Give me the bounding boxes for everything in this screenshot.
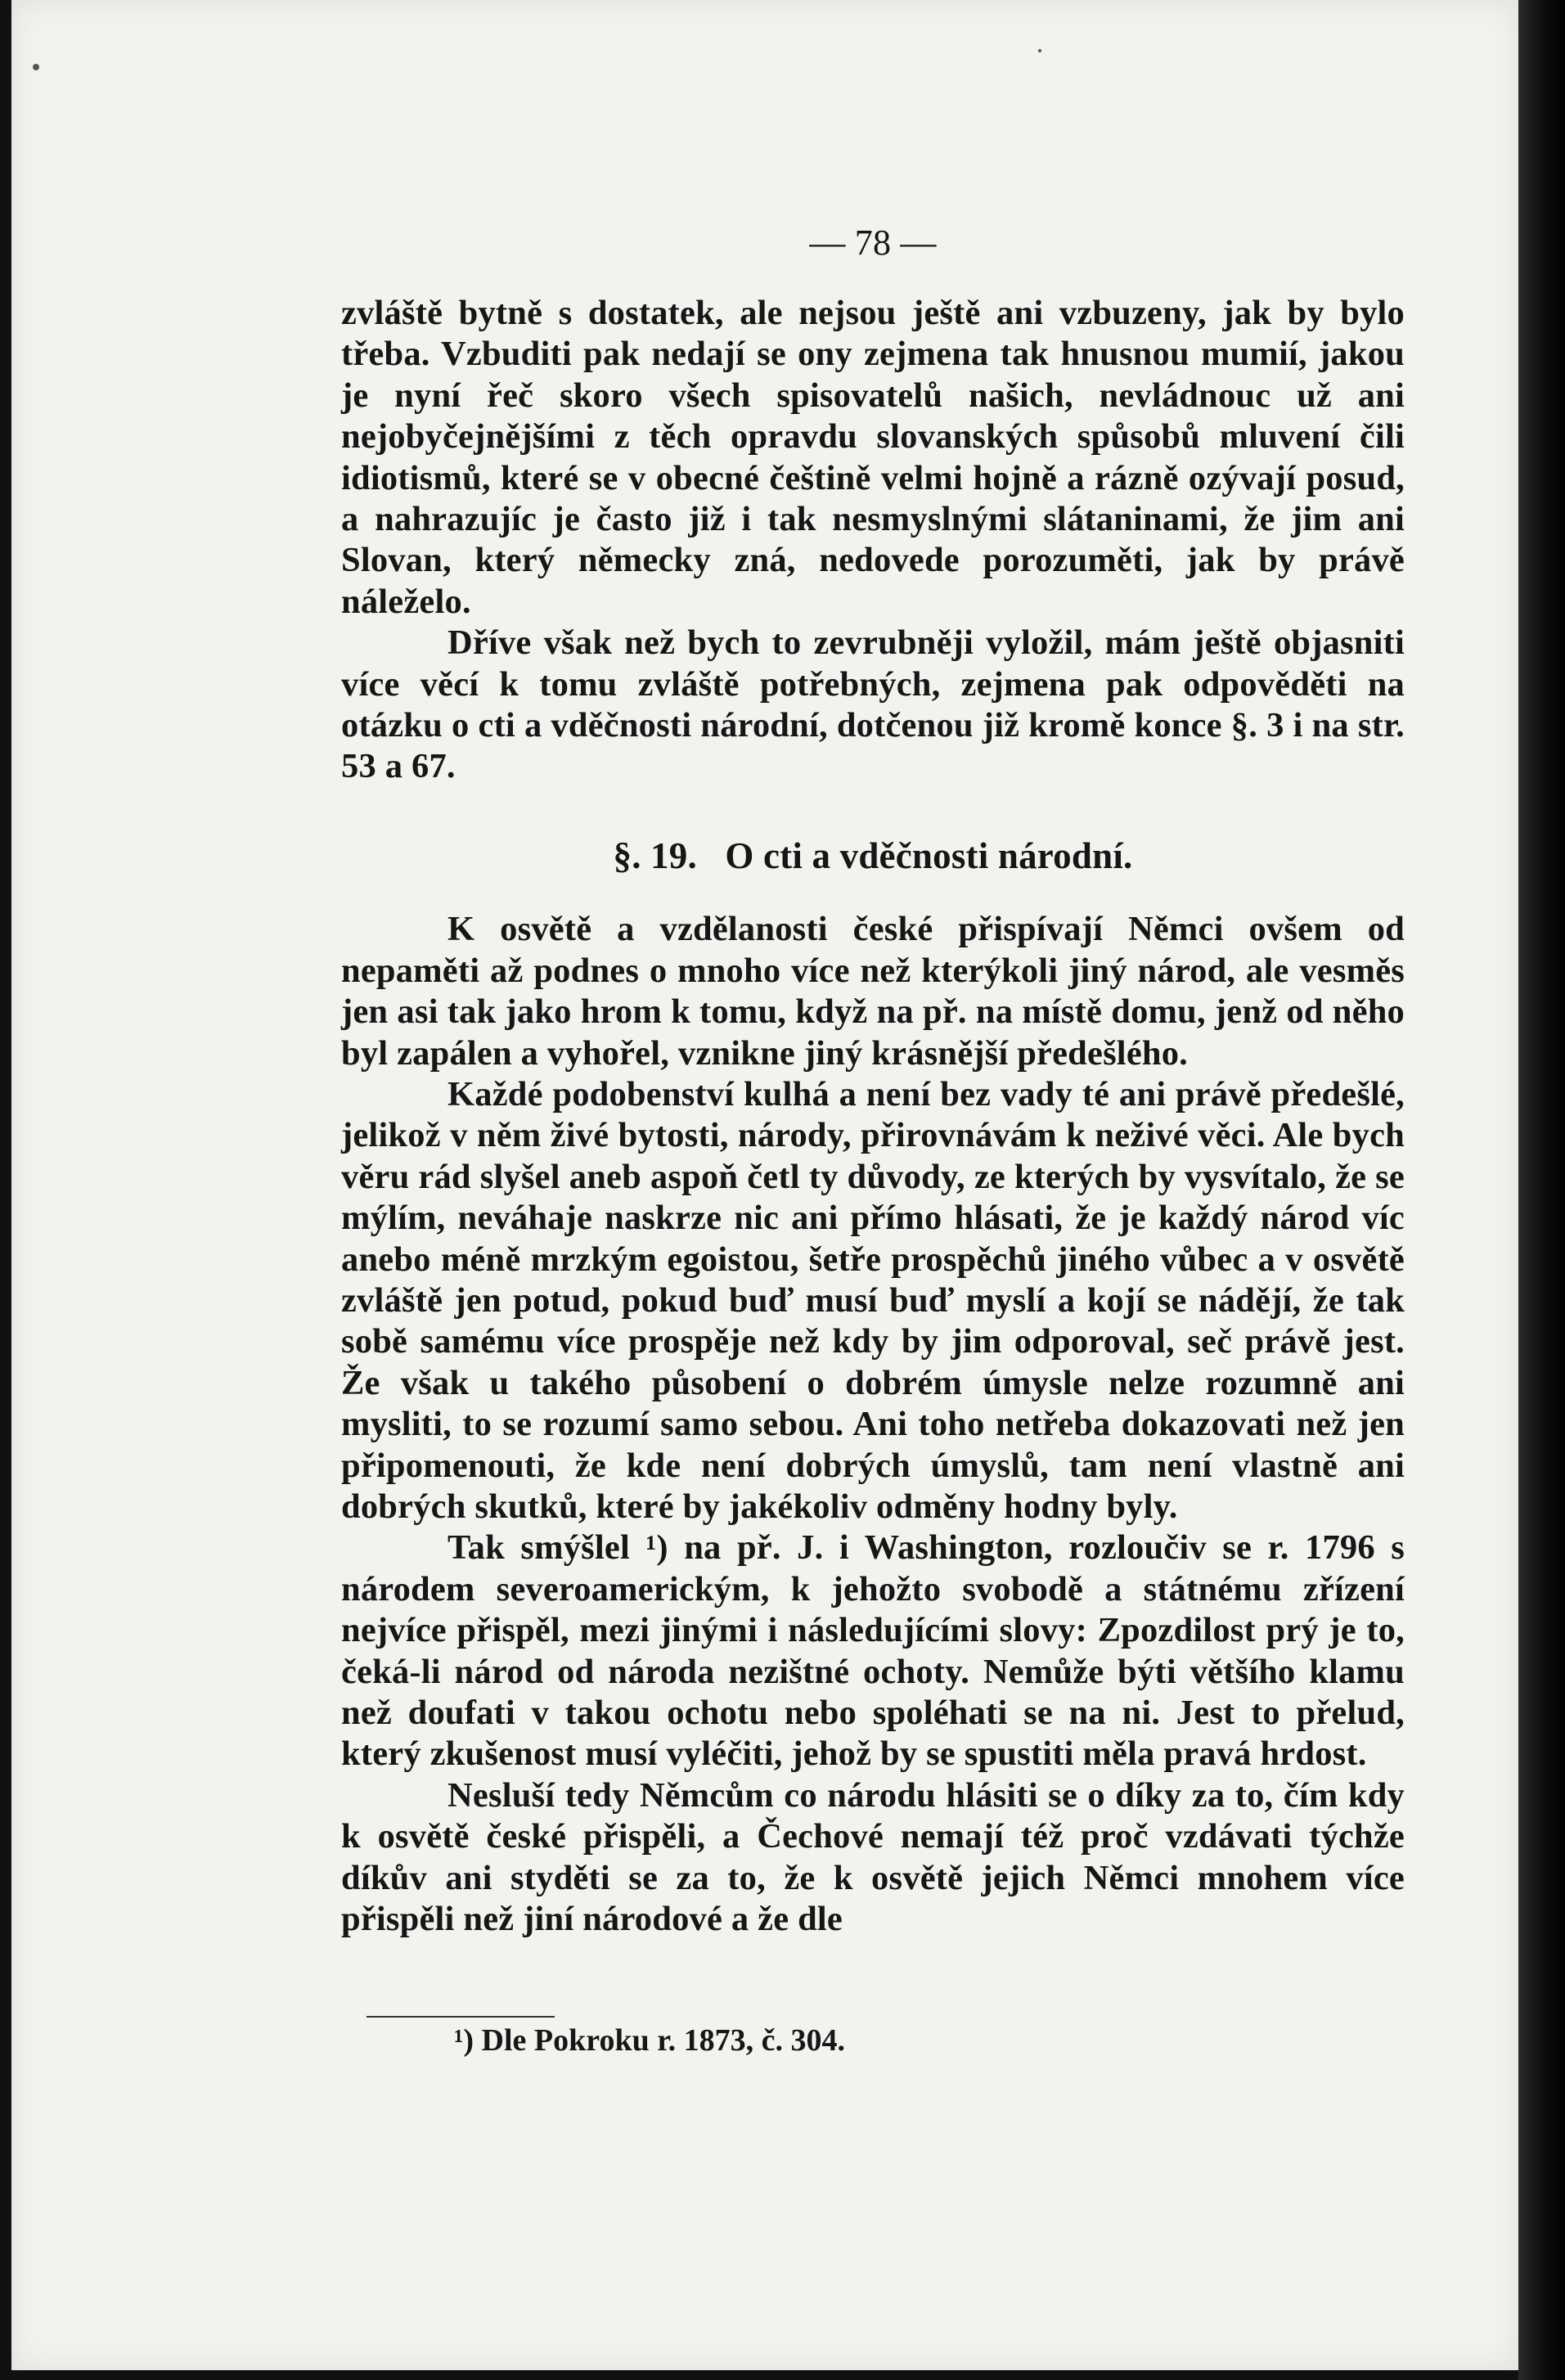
- page-number: — 78 —: [809, 223, 937, 263]
- paragraph: K osvětě a vzdělanosti české přispívají Němci ovšem od nepaměti až podnes o mnoho více než kterýkoli jiný národ, ale vesměs jen asi tak jako hrom k tomu, když na př. na místě domu, jenž od něho byl zapálen a vyhořel, vznikne jiný krásnější předešlého.: [341, 910, 1405, 1073]
- paragraph: Dříve však než bych to zevrubněji vyložil, mám ještě objasniti více věcí k tomu zvláště potřebných, zejmena pak odpověděti na otázku o cti a vděčnosti národní, dotčenou již kromě konce §. 3 i na str. 53 a 67.: [341, 623, 1405, 786]
- footnote: ¹) Dle Pokroku r. 1873, č. 304.: [454, 2023, 845, 2058]
- paragraph: Každé podobenství kulhá a není bez vady té ani právě předešlé, jelikož v něm živé bytosti, národy, přirovnávám k neživé věci. Ale bych věru rád slyšel aneb aspoň četl ty důvody, ze kterých by vysvítalo, že se mýlím, neváhaje naskrze nic ani přímo hlásati, že je každý národ víc anebo méně mrzkým egoistou, šetře prospěchů jiného vůbec a v osvětě zvláště jen potud, pokud buď musí buď myslí a kojí se nádějí, že tak sobě samému více prospěje než kdy by jim odporoval, seč právě jest. Že však u takého působení o dobrém úmysle nelze rozumně ani mysliti, to se rozumí samo sebou. Ani toho netřeba dokazovati než jen připomenouti, že kde není dobrých úmyslů, tam není vlastně ani dobrých skutků, které by jakékoliv odměny hodny byly.: [341, 1074, 1405, 1526]
- paragraph: Nesluší tedy Němcům co národu hlásiti se o díky za to, čím kdy k osvětě české přispěli, a Čechové nemají též proč vzdávati týchže díkův ani styděti se za to, že k osvětě jejich Němci mnohem více přispěli než jiní národové a že dle: [341, 1775, 1405, 1939]
- section-number: §. 19.: [613, 835, 697, 876]
- paper-speck: [1038, 49, 1041, 52]
- section-heading: [341, 835, 1405, 876]
- paragraph: zvláště bytně s dostatek, ale nejsou ještě ani vzbuzeny, jak by bylo třeba. Vzbuditi pak nedají se ony zejmena tak hnusnou mumií, jakou je nyní řeč skoro všech spisovatelů našich, nevládnouc už ani nejobyčejnějšími z těch opravdu slovanských spůsobů mluvení čili idiotismů, které se v obecné češtině velmi hojně a rázně ozývají posud, a nahrazujíc je často již i tak nesmyslnými slátaninami, že jim ani Slovan, který německy zná, nedovede porozuměti, jak by právě náleželo.: [341, 294, 1405, 621]
- page-body: [341, 223, 1405, 1940]
- paper-speck: [33, 64, 39, 70]
- paragraph: Tak smýšlel ¹) na př. J. i Washington, rozloučiv se r. 1796 s národem severoamerickým, k jehožto svobodě a státnému zřízení nejvíce přispěl, mezi jinými i následujícími slovy: Zpozdilost prý je to, čeká-li národ od národa nezištné ochoty. Nemůže býti většího klamu než doufati v takou ochotu nebo spoléhati se na ni. Jest to přelud, který zkušenost musí vyléčiti, jehož by se spustiti měla pravá hrdost.: [341, 1528, 1405, 1774]
- section-title: O cti a vděčnosti národní.: [725, 835, 1133, 876]
- footnote-divider: [367, 2016, 555, 2018]
- scan-edge: [1518, 0, 1565, 2380]
